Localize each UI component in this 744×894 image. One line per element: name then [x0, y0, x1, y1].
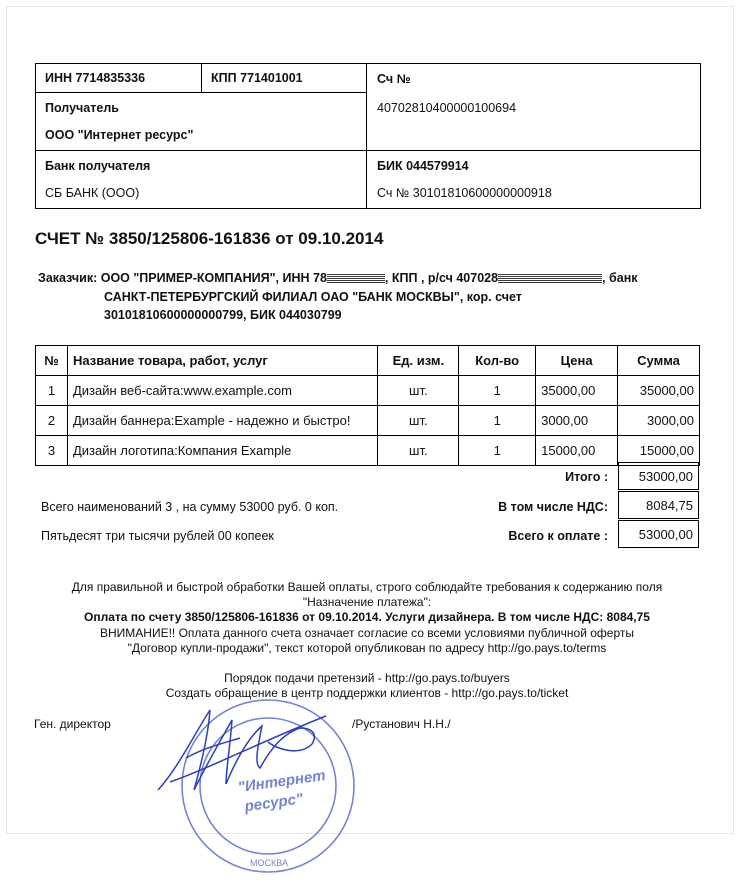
customer-line-1 [38, 271, 638, 285]
account-label: Сч № [377, 72, 411, 86]
claims-link: Порядок подачи претензий - http://go.pays.to/buyers [224, 671, 510, 685]
pay-value: 53000,00 [618, 520, 699, 548]
row-unit: шт. [378, 406, 459, 436]
row-price: 3000,00 [536, 406, 618, 436]
vat-value: 8084,75 [618, 491, 699, 519]
recipient-inn: ИНН 7714835336 [45, 71, 146, 85]
row-unit: шт. [378, 436, 459, 466]
items-table [35, 345, 700, 466]
row-name: Дизайн логотипа:Компания Example [67, 436, 377, 466]
col-unit: Ед. изм. [378, 346, 459, 376]
total-label: Итого : [565, 470, 608, 484]
support-link: Создать обращение в центр поддержки клиентов - http://go.pays.to/ticket [165, 686, 569, 700]
col-name: Название товара, работ, услуг [67, 346, 377, 376]
customer-bank-word: , банк [602, 271, 638, 285]
col-qty: Кол-во [459, 346, 536, 376]
notice-line-2: "Назначение платежа": [302, 595, 432, 609]
table-row [36, 436, 700, 466]
row-num: 2 [36, 406, 68, 436]
row-price: 15000,00 [536, 436, 618, 466]
row-price: 35000,00 [536, 376, 618, 406]
stamp-text-2: ресурс" [243, 790, 305, 816]
notice-offer: "Договор купли-продажи", текст которой опубликован по адресу http://go.pays.to/terms [127, 641, 607, 655]
account-number: 40702810400000100694 [377, 101, 517, 115]
bank-details-table [35, 63, 701, 209]
row-name: Дизайн баннера:Example - надежно и быстро! [67, 406, 377, 436]
customer-line-2: САНКТ-ПЕТЕРБУРГСКИЙ ФИЛИАЛ ОАО "БАНК МОСКВЫ", кор. счет [104, 290, 522, 304]
recipient-label: Получатель [45, 101, 119, 115]
row-num: 1 [36, 376, 68, 406]
vat-label: В том числе НДС: [498, 500, 608, 514]
corr-account: Сч № 30101810600000000918 [377, 186, 552, 200]
table-row [36, 406, 700, 436]
bank-label: Банк получателя [45, 159, 151, 173]
items-summary: Всего наименований 3 , на сумму 53000 руб. 0 коп. [41, 500, 339, 514]
notice-line-1: Для правильной и быстрой обработки Вашей оплаты, строго соблюдайте требования к содержанию поля [71, 580, 663, 594]
row-unit: шт. [378, 376, 459, 406]
director-name: /Рустанович Н.Н./ [352, 717, 451, 731]
customer-line-3: 30101810600000000799, БИК 044030799 [104, 308, 342, 322]
redaction-mask [327, 274, 385, 283]
row-qty: 1 [459, 406, 536, 436]
col-price: Цена [536, 346, 618, 376]
invoice-title: СЧЕТ № 3850/125806-161836 от 09.10.2014 [35, 229, 384, 248]
col-num: № [36, 346, 68, 376]
col-sum: Сумма [618, 346, 700, 376]
total-value: 53000,00 [618, 462, 699, 490]
amount-in-words: Пятьдесят три тысячи рублей 00 копеек [41, 529, 274, 543]
recipient-name: ООО "Интернет ресурс" [45, 128, 194, 142]
row-sum: 15000,00 [618, 436, 700, 466]
director-role: Ген. директор [34, 717, 111, 731]
bank-bik: БИК 044579914 [377, 159, 469, 173]
redaction-mask [498, 274, 602, 283]
customer-label: Заказчик: [38, 271, 98, 285]
stamp-text-1: "Интернет [236, 766, 327, 797]
recipient-kpp: КПП 771401001 [211, 71, 303, 85]
row-name: Дизайн веб-сайта:www.example.com [67, 376, 377, 406]
table-row [36, 376, 700, 406]
table-header-row [36, 346, 700, 376]
row-num: 3 [36, 436, 68, 466]
notice-warning: ВНИМАНИЕ!! Оплата данного счета означает согласие со всеми условиями публичной оферты [99, 626, 634, 640]
company-stamp [150, 698, 380, 894]
pay-label: Всего к оплате : [508, 529, 608, 543]
row-sum: 3000,00 [618, 406, 700, 436]
payment-purpose: Оплата по счету 3850/125806-161836 от 09.10.2014. Услуги дизайнера. В том числе НДС: 8084,75 [84, 610, 650, 624]
stamp-city: МОСКВА [250, 858, 288, 868]
bank-name: СБ БАНК (ООО) [45, 186, 140, 200]
row-qty: 1 [459, 376, 536, 406]
customer-kpp-account: , КПП , р/сч 407028 [384, 271, 499, 285]
row-qty: 1 [459, 436, 536, 466]
customer-name-inn: ООО "ПРИМЕР-КОМПАНИЯ", ИНН 78 [100, 271, 327, 285]
row-sum: 35000,00 [618, 376, 700, 406]
